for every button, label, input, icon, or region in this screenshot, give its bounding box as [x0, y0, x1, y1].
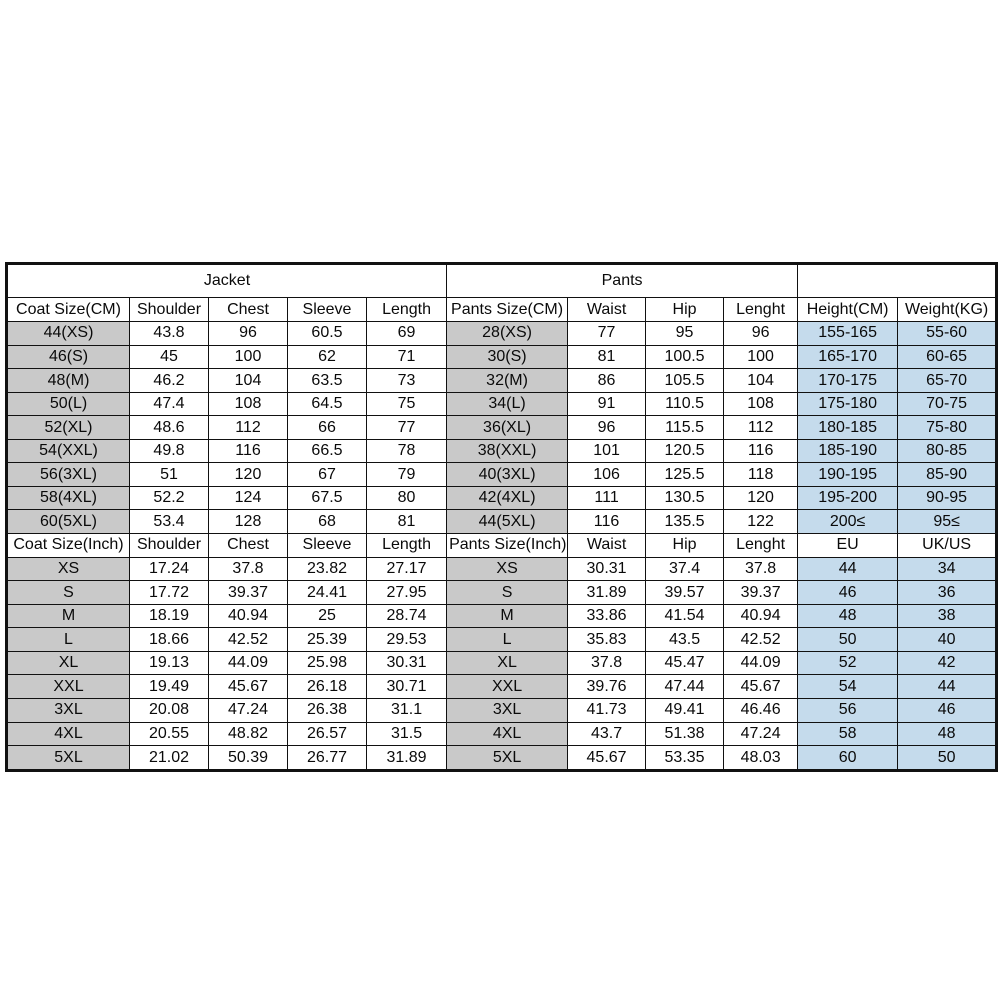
- column-header-cell: Coat Size(Inch): [7, 533, 130, 557]
- value-cell: 58: [798, 722, 898, 746]
- value-cell: 101: [568, 439, 646, 463]
- value-cell: 122: [724, 510, 798, 534]
- value-cell: 60: [798, 746, 898, 771]
- value-cell: 52.2: [130, 486, 209, 510]
- column-header-cell: Hip: [646, 533, 724, 557]
- value-cell: 125.5: [646, 463, 724, 487]
- column-header-cell: Shoulder: [130, 533, 209, 557]
- value-cell: 50.39: [209, 746, 288, 771]
- value-cell: 39.57: [646, 581, 724, 605]
- size-label-cell: XL: [7, 651, 130, 675]
- value-cell: 40.94: [724, 604, 798, 628]
- table-row: [7, 463, 997, 487]
- value-cell: 20.55: [130, 722, 209, 746]
- value-cell: 63.5: [288, 369, 367, 393]
- value-cell: 42.52: [724, 628, 798, 652]
- value-cell: 155-165: [798, 322, 898, 346]
- value-cell: 44.09: [724, 651, 798, 675]
- size-label-cell: 38(XXL): [447, 439, 568, 463]
- value-cell: 44.09: [209, 651, 288, 675]
- value-cell: 195-200: [798, 486, 898, 510]
- value-cell: 29.53: [367, 628, 447, 652]
- value-cell: 73: [367, 369, 447, 393]
- value-cell: 108: [209, 392, 288, 416]
- size-label-cell: 4XL: [7, 722, 130, 746]
- value-cell: 68: [288, 510, 367, 534]
- value-cell: 25.98: [288, 651, 367, 675]
- size-label-cell: 58(4XL): [7, 486, 130, 510]
- column-header-cell: Sleeve: [288, 298, 367, 322]
- value-cell: 25.39: [288, 628, 367, 652]
- corner-cell: [798, 264, 997, 298]
- value-cell: 100.5: [646, 345, 724, 369]
- column-header-cell: Height(CM): [798, 298, 898, 322]
- value-cell: 19.49: [130, 675, 209, 699]
- size-label-cell: 52(XL): [7, 416, 130, 440]
- value-cell: 96: [568, 416, 646, 440]
- value-cell: 45.67: [568, 746, 646, 771]
- value-cell: 170-175: [798, 369, 898, 393]
- value-cell: 50: [798, 628, 898, 652]
- value-cell: 85-90: [898, 463, 997, 487]
- value-cell: 91: [568, 392, 646, 416]
- value-cell: 17.72: [130, 581, 209, 605]
- value-cell: 43.7: [568, 722, 646, 746]
- table-row: [7, 345, 997, 369]
- value-cell: 95≤: [898, 510, 997, 534]
- value-cell: 81: [367, 510, 447, 534]
- size-label-cell: 3XL: [447, 698, 568, 722]
- value-cell: 185-190: [798, 439, 898, 463]
- value-cell: 47.24: [209, 698, 288, 722]
- value-cell: 34: [898, 557, 997, 581]
- value-cell: 64.5: [288, 392, 367, 416]
- value-cell: 26.18: [288, 675, 367, 699]
- table-row: [7, 628, 997, 652]
- value-cell: 46.46: [724, 698, 798, 722]
- column-header-cell: EU: [798, 533, 898, 557]
- value-cell: 111: [568, 486, 646, 510]
- table-row: [7, 557, 997, 581]
- table-row: [7, 439, 997, 463]
- column-header-cell: Sleeve: [288, 533, 367, 557]
- column-header-cell: Length: [367, 298, 447, 322]
- column-header-cell: Pants Size(CM): [447, 298, 568, 322]
- value-cell: 124: [209, 486, 288, 510]
- value-cell: 120: [209, 463, 288, 487]
- column-header-cell: Lenght: [724, 533, 798, 557]
- value-cell: 37.4: [646, 557, 724, 581]
- value-cell: 43.8: [130, 322, 209, 346]
- value-cell: 60-65: [898, 345, 997, 369]
- table-row: [7, 746, 997, 771]
- column-header-cell: Hip: [646, 298, 724, 322]
- table-row: [7, 510, 997, 534]
- value-cell: 51.38: [646, 722, 724, 746]
- value-cell: 66.5: [288, 439, 367, 463]
- value-cell: 96: [209, 322, 288, 346]
- value-cell: 116: [724, 439, 798, 463]
- value-cell: 39.76: [568, 675, 646, 699]
- value-cell: 66: [288, 416, 367, 440]
- value-cell: 65-70: [898, 369, 997, 393]
- value-cell: 25: [288, 604, 367, 628]
- value-cell: 26.38: [288, 698, 367, 722]
- value-cell: 130.5: [646, 486, 724, 510]
- value-cell: 118: [724, 463, 798, 487]
- value-cell: 40.94: [209, 604, 288, 628]
- value-cell: 100: [209, 345, 288, 369]
- value-cell: 23.82: [288, 557, 367, 581]
- size-label-cell: 60(5XL): [7, 510, 130, 534]
- value-cell: 46.2: [130, 369, 209, 393]
- value-cell: 28.74: [367, 604, 447, 628]
- value-cell: 80: [367, 486, 447, 510]
- size-label-cell: 40(3XL): [447, 463, 568, 487]
- value-cell: 46: [798, 581, 898, 605]
- value-cell: 36: [898, 581, 997, 605]
- value-cell: 180-185: [798, 416, 898, 440]
- column-header-cell: Shoulder: [130, 298, 209, 322]
- size-label-cell: 44(XS): [7, 322, 130, 346]
- table-row: [7, 533, 997, 557]
- value-cell: 40: [898, 628, 997, 652]
- size-label-cell: XS: [7, 557, 130, 581]
- column-header-cell: Chest: [209, 298, 288, 322]
- value-cell: 19.13: [130, 651, 209, 675]
- value-cell: 71: [367, 345, 447, 369]
- value-cell: 120: [724, 486, 798, 510]
- size-label-cell: 44(5XL): [447, 510, 568, 534]
- value-cell: 39.37: [209, 581, 288, 605]
- size-label-cell: 3XL: [7, 698, 130, 722]
- table-row: [7, 369, 997, 393]
- value-cell: 79: [367, 463, 447, 487]
- value-cell: 45.47: [646, 651, 724, 675]
- size-table-body: [7, 264, 997, 771]
- value-cell: 105.5: [646, 369, 724, 393]
- size-label-cell: 48(M): [7, 369, 130, 393]
- value-cell: 30.31: [568, 557, 646, 581]
- table-row: [7, 416, 997, 440]
- table-row: [7, 604, 997, 628]
- value-cell: 135.5: [646, 510, 724, 534]
- value-cell: 165-170: [798, 345, 898, 369]
- value-cell: 47.44: [646, 675, 724, 699]
- value-cell: 80-85: [898, 439, 997, 463]
- value-cell: 77: [568, 322, 646, 346]
- value-cell: 56: [798, 698, 898, 722]
- value-cell: 42.52: [209, 628, 288, 652]
- value-cell: 45.67: [724, 675, 798, 699]
- column-header-cell: Weight(KG): [898, 298, 997, 322]
- value-cell: 26.77: [288, 746, 367, 771]
- value-cell: 75-80: [898, 416, 997, 440]
- value-cell: 46: [898, 698, 997, 722]
- value-cell: 67.5: [288, 486, 367, 510]
- value-cell: 47.4: [130, 392, 209, 416]
- value-cell: 35.83: [568, 628, 646, 652]
- size-label-cell: S: [447, 581, 568, 605]
- table-row: [7, 486, 997, 510]
- column-header-cell: Pants Size(Inch): [447, 533, 568, 557]
- size-label-cell: M: [447, 604, 568, 628]
- size-label-cell: L: [447, 628, 568, 652]
- value-cell: 30.31: [367, 651, 447, 675]
- value-cell: 18.19: [130, 604, 209, 628]
- value-cell: 26.57: [288, 722, 367, 746]
- value-cell: 49.8: [130, 439, 209, 463]
- table-row: [7, 298, 997, 322]
- value-cell: 39.37: [724, 581, 798, 605]
- value-cell: 100: [724, 345, 798, 369]
- value-cell: 70-75: [898, 392, 997, 416]
- size-label-cell: XL: [447, 651, 568, 675]
- column-header-cell: Waist: [568, 533, 646, 557]
- value-cell: 104: [724, 369, 798, 393]
- value-cell: 48: [798, 604, 898, 628]
- size-label-cell: 46(S): [7, 345, 130, 369]
- table-row: [7, 722, 997, 746]
- value-cell: 31.89: [367, 746, 447, 771]
- jacket-section-title: Jacket: [7, 264, 447, 298]
- value-cell: 48.03: [724, 746, 798, 771]
- value-cell: 115.5: [646, 416, 724, 440]
- value-cell: 45.67: [209, 675, 288, 699]
- value-cell: 75: [367, 392, 447, 416]
- size-chart-table: [5, 262, 998, 772]
- value-cell: 112: [724, 416, 798, 440]
- value-cell: 90-95: [898, 486, 997, 510]
- table-row: [7, 651, 997, 675]
- value-cell: 31.89: [568, 581, 646, 605]
- value-cell: 41.73: [568, 698, 646, 722]
- value-cell: 44: [898, 675, 997, 699]
- size-label-cell: L: [7, 628, 130, 652]
- size-label-cell: 56(3XL): [7, 463, 130, 487]
- value-cell: 81: [568, 345, 646, 369]
- value-cell: 33.86: [568, 604, 646, 628]
- size-label-cell: 34(L): [447, 392, 568, 416]
- value-cell: 31.1: [367, 698, 447, 722]
- value-cell: 116: [209, 439, 288, 463]
- value-cell: 50: [898, 746, 997, 771]
- value-cell: 42: [898, 651, 997, 675]
- value-cell: 112: [209, 416, 288, 440]
- table-row: [7, 581, 997, 605]
- value-cell: 190-195: [798, 463, 898, 487]
- value-cell: 27.95: [367, 581, 447, 605]
- value-cell: 30.71: [367, 675, 447, 699]
- column-header-cell: Waist: [568, 298, 646, 322]
- value-cell: 21.02: [130, 746, 209, 771]
- size-label-cell: 5XL: [447, 746, 568, 771]
- size-label-cell: 28(XS): [447, 322, 568, 346]
- value-cell: 20.08: [130, 698, 209, 722]
- table-row: [7, 264, 997, 298]
- value-cell: 51: [130, 463, 209, 487]
- value-cell: 60.5: [288, 322, 367, 346]
- value-cell: 44: [798, 557, 898, 581]
- value-cell: 17.24: [130, 557, 209, 581]
- size-label-cell: 42(4XL): [447, 486, 568, 510]
- pants-section-title: Pants: [447, 264, 798, 298]
- value-cell: 24.41: [288, 581, 367, 605]
- size-label-cell: 30(S): [447, 345, 568, 369]
- column-header-cell: Length: [367, 533, 447, 557]
- table-row: [7, 392, 997, 416]
- value-cell: 175-180: [798, 392, 898, 416]
- value-cell: 108: [724, 392, 798, 416]
- value-cell: 52: [798, 651, 898, 675]
- value-cell: 53.4: [130, 510, 209, 534]
- value-cell: 96: [724, 322, 798, 346]
- value-cell: 77: [367, 416, 447, 440]
- column-header-cell: Lenght: [724, 298, 798, 322]
- column-header-cell: Coat Size(CM): [7, 298, 130, 322]
- value-cell: 62: [288, 345, 367, 369]
- value-cell: 49.41: [646, 698, 724, 722]
- value-cell: 120.5: [646, 439, 724, 463]
- value-cell: 48: [898, 722, 997, 746]
- value-cell: 41.54: [646, 604, 724, 628]
- value-cell: 67: [288, 463, 367, 487]
- size-label-cell: 32(M): [447, 369, 568, 393]
- value-cell: 38: [898, 604, 997, 628]
- column-header-cell: UK/US: [898, 533, 997, 557]
- table-row: [7, 322, 997, 346]
- value-cell: 53.35: [646, 746, 724, 771]
- value-cell: 54: [798, 675, 898, 699]
- value-cell: 55-60: [898, 322, 997, 346]
- value-cell: 45: [130, 345, 209, 369]
- table-row: [7, 675, 997, 699]
- value-cell: 43.5: [646, 628, 724, 652]
- value-cell: 37.8: [568, 651, 646, 675]
- value-cell: 48.82: [209, 722, 288, 746]
- value-cell: 78: [367, 439, 447, 463]
- value-cell: 31.5: [367, 722, 447, 746]
- size-label-cell: M: [7, 604, 130, 628]
- value-cell: 37.8: [209, 557, 288, 581]
- size-label-cell: XS: [447, 557, 568, 581]
- value-cell: 128: [209, 510, 288, 534]
- value-cell: 27.17: [367, 557, 447, 581]
- value-cell: 95: [646, 322, 724, 346]
- size-label-cell: S: [7, 581, 130, 605]
- value-cell: 106: [568, 463, 646, 487]
- column-header-cell: Chest: [209, 533, 288, 557]
- value-cell: 48.6: [130, 416, 209, 440]
- value-cell: 116: [568, 510, 646, 534]
- value-cell: 47.24: [724, 722, 798, 746]
- size-label-cell: 4XL: [447, 722, 568, 746]
- value-cell: 86: [568, 369, 646, 393]
- size-label-cell: 5XL: [7, 746, 130, 771]
- value-cell: 200≤: [798, 510, 898, 534]
- size-label-cell: 54(XXL): [7, 439, 130, 463]
- value-cell: 104: [209, 369, 288, 393]
- value-cell: 18.66: [130, 628, 209, 652]
- size-label-cell: 50(L): [7, 392, 130, 416]
- size-label-cell: XXL: [7, 675, 130, 699]
- value-cell: 110.5: [646, 392, 724, 416]
- value-cell: 37.8: [724, 557, 798, 581]
- size-label-cell: 36(XL): [447, 416, 568, 440]
- value-cell: 69: [367, 322, 447, 346]
- table-row: [7, 698, 997, 722]
- size-label-cell: XXL: [447, 675, 568, 699]
